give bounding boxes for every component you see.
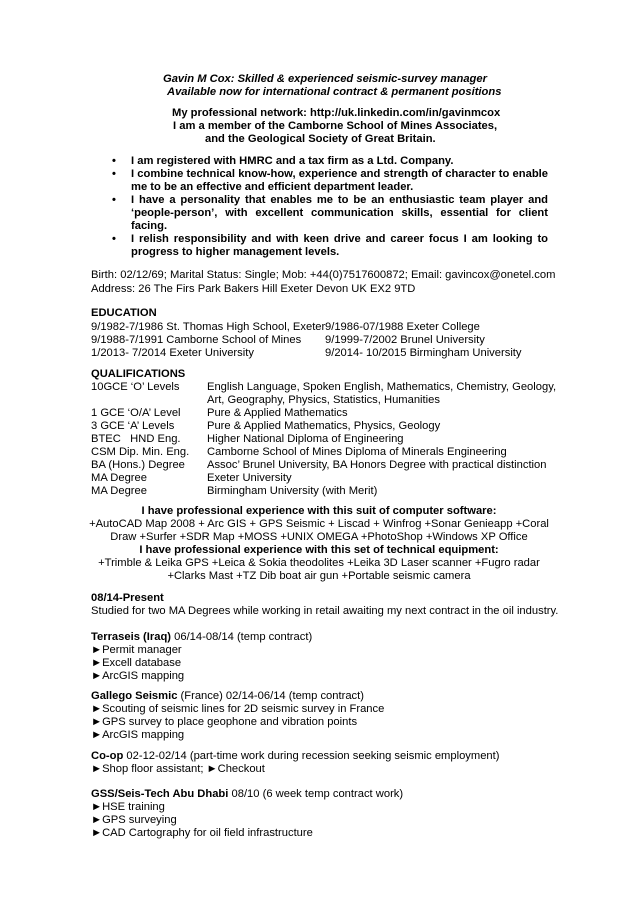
equipment-list: +Clarks Mast +TZ Dib boat air gun +Portable seismic camera	[167, 570, 471, 582]
experience-title: Terraseis (Iraq)	[91, 631, 172, 643]
experience-title: Co-op	[91, 750, 124, 762]
experience-entry: Gallego Seismic (France) 02/14-06/14 (temp contract)	[91, 690, 364, 702]
software-list: +AutoCAD Map 2008 + Arc GIS + GPS Seismic + Liscad + Winfrog +Sonar Genieapp +Coral	[89, 518, 549, 530]
experience-entry: Terraseis (Iraq) 06/14-08/14 (temp contract)	[91, 631, 313, 643]
education-row: 1/2013- 7/2014 Exeter University 9/2014- 10/2015 Birmingham University	[91, 347, 522, 359]
experience-item: ►GPS surveying	[91, 814, 177, 826]
experience-entry: GSS/Seis-Tech Abu Dhabi 08/10 (6 week temp contract work)	[91, 788, 404, 800]
qualification-row: MA Degree Birmingham University (with Merit)	[91, 485, 378, 497]
experience-item: ►Shop floor assistant; ►Checkout	[91, 763, 265, 775]
bullet-dot-icon: •	[112, 168, 116, 180]
education-row: 9/1988-7/1991 Camborne School of Mines 9/1999-7/2002 Brunel University	[91, 334, 485, 346]
experience-item: ►Permit manager	[91, 644, 182, 656]
equipment-heading: I have professional experience with this set of technical equipment:	[139, 544, 499, 556]
qualification-row: CSM Dip. Min. Eng. Camborne School of Mines Diploma of Minerals Engineering	[91, 446, 507, 458]
header-network: My professional network: http://uk.linkedin.com/in/gavinmcox	[172, 107, 501, 119]
qualification-row: MA Degree Exeter University	[91, 472, 292, 484]
summary-bullet: • I relish responsibility and with keen drive and career focus I am looking to progress to higher management levels.	[112, 233, 548, 258]
software-heading: I have professional experience with this suit of computer software:	[141, 505, 497, 517]
header-society: and the Geological Society of Great Britain.	[205, 133, 436, 145]
experience-title: 08/14-Present	[91, 592, 164, 604]
bullet-dot-icon: •	[112, 233, 116, 245]
qualification-row: 3 GCE ‘A’ Levels Pure & Applied Mathematics, Physics, Geology	[91, 420, 441, 432]
experience-item: ►Excell database	[91, 657, 182, 669]
education-row: 9/1982-7/1986 St. Thomas High School, Exeter 9/1986-07/1988 Exeter College	[91, 321, 480, 333]
summary-bullets	[104, 155, 548, 259]
experience-item: ►GPS survey to place geophone and vibration points	[91, 716, 358, 728]
summary-bullet: • I am registered with HMRC and a tax firm as a Ltd. Company.	[112, 155, 454, 167]
qualification-row: 1 GCE ‘O/A’ Level Pure & Applied Mathematics	[91, 407, 348, 419]
bullet-dot-icon: •	[112, 155, 116, 167]
experience-item: ►ArcGIS mapping	[91, 729, 185, 741]
resume-page: Gavin M Cox: Skilled & experienced seismic-survey manager Available now for international contract & permanent positions My professional network: http://uk.linkedin.com/in/gavinmcox I am a member of the Camborne School of Mines Associates, and the Geological Society of Great Britain. • I am registered with HMRC and a tax firm as a Ltd. Company. • I combine technical know-how, experience and strength of character to enable me to be an effective and efficient department leader. • I have a personality that enables me to be an enthusiastic team player and ‘people-person’, with excellent communication skills, essential for client facing. • I relish responsibility and with keen drive and career focus I am looking to progress to higher management levels. Birth: 02/12/69; Marital Status: Single; Mob: +44(0)7517600872; Email: gavincox@onetel.com Address: 26 The Firs Park Bakers Hill Exeter Devon UK EX2 9TD EDUCATION 9/1982-7/1986 St. Thomas High School, Exeter 9/1986-07/1988 Exeter College 9/1988-7/1991 Camborne School of Mines 9/1999-7/2002 Brunel University 1/2013- 7/2014 Exeter University 9/2014- 10/2015 Birmingham University QUALIFICATIONS 10GCE ‘O’ Levels English Language, Spoken English, Mathematics, Chemistry, Geology, Art, Geography, Physics, Statistics, Humanities 1 GCE ‘O/A’ Level Pure & Applied Mathematics 3 GCE ‘A’ Levels Pure & Applied Mathematics, Physics, Geology BTEC HND Eng. Higher National Diploma of Engineering CSM Dip. Min. Eng. Camborne School of Mines Diploma of Minerals Engineering BA (Hons.) Degree Assoc’ Brunel University, BA Honors Degree with practical distinction MA Degree Exeter University MA Degree Birmingham University (with Merit) I have professional experience with this suit of computer software: +AutoCAD Map 2008 + Arc GIS + GPS Seismic + Liscad + Winfrog +Sonar Genieapp +Coral Draw +Surfer +SDR Map +MOSS +UNIX OMEGA +PhotoShop +Windows XP Office I have professional experience with this set of technical equipment: +Trimble & Leika GPS +Leica & Sokia theodolites +Leika 3D Laser scanner +Fugro radar +Clarks Mast +TZ Dib boat air gun +Portable seismic camera 08/14-Present Studied for two MA Degrees while working in retail awaiting my next contract in the oil industry. Terraseis (Iraq) 06/14-08/14 (temp contract) ►Permit manager ►Excell database ►ArcGIS mapping Gallego Seismic (France) 02/14-06/14 (temp contract) ►Scouting of seismic lines for 2D seismic survey in France ►GPS survey to place geophone and vibration points ►ArcGIS mapping Co-op 02-12-02/14 (part-time work during recession seeking seismic employment) ►Shop floor assistant; ►Checkout GSS/Seis-Tech Abu Dhabi 08/10 (6 week temp contract work) ►HSE training ►GPS surveying ►CAD Cartography for oil field infrastructure	[0, 0, 638, 903]
experience-entry	[91, 592, 164, 605]
experience-item: ►CAD Cartography for oil field infrastructure	[91, 827, 313, 839]
qualification-row: BA (Hons.) Degree Assoc’ Brunel University, BA Honors Degree with practical distinction	[91, 459, 547, 471]
header-membership: I am a member of the Camborne School of Mines Associates,	[173, 120, 498, 132]
experience-title: Gallego Seismic	[91, 690, 178, 702]
bullet-dot-icon: •	[112, 194, 116, 206]
qualification-row: BTEC HND Eng. Higher National Diploma of Engineering	[91, 433, 404, 445]
equipment-list: +Trimble & Leika GPS +Leica & Sokia theodolites +Leika 3D Laser scanner +Fugro radar	[98, 557, 540, 569]
qualifications-heading: QUALIFICATIONS	[91, 368, 186, 380]
experience-item: ►HSE training	[91, 801, 165, 813]
experience-item: ►Scouting of seismic lines for 2D seismic survey in France	[91, 703, 385, 715]
summary-bullet: • I have a personality that enables me to be an enthusiastic team player and ‘people-person’, with excellent communication skills, essential for client facing.	[112, 194, 548, 232]
personal-details: Birth: 02/12/69; Marital Status: Single; Mob: +44(0)7517600872; Email: gavincox@onetel.com	[91, 269, 556, 281]
header-availability: Available now for international contract & permanent positions	[167, 86, 502, 98]
education-heading: EDUCATION	[91, 307, 157, 319]
experience-item: Studied for two MA Degrees while working in retail awaiting my next contract in the oil industry.	[91, 605, 559, 617]
software-list: Draw +Surfer +SDR Map +MOSS +UNIX OMEGA +PhotoShop +Windows XP Office	[110, 531, 528, 543]
experience-item: ►ArcGIS mapping	[91, 670, 185, 682]
header-title: Gavin M Cox: Skilled & experienced seismic-survey manager	[163, 73, 487, 85]
summary-bullet: • I combine technical know-how, experience and strength of character to enable me to be an effective and efficient department leader.	[112, 168, 548, 193]
experience-entry: Co-op 02-12-02/14 (part-time work during recession seeking seismic employment)	[91, 750, 500, 762]
experience-title: GSS/Seis-Tech Abu Dhabi	[91, 788, 229, 800]
address: Address: 26 The Firs Park Bakers Hill Exeter Devon UK EX2 9TD	[91, 283, 416, 295]
qualification-row: 10GCE ‘O’ Levels English Language, Spoken English, Mathematics, Chemistry, Geology,	[91, 381, 557, 393]
